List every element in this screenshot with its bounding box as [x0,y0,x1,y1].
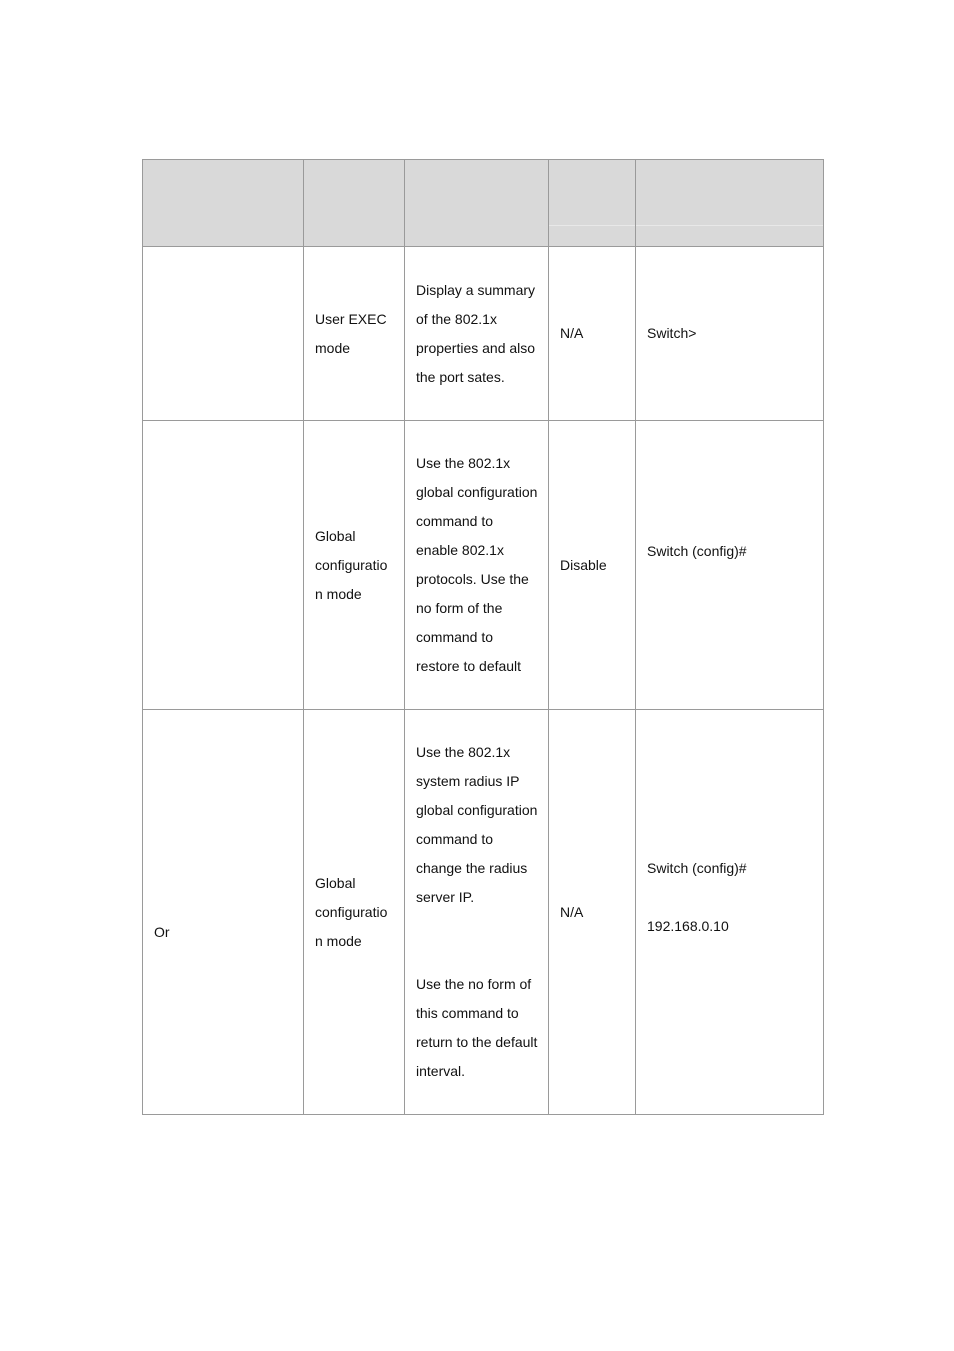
header-default [549,160,636,247]
cell-default: N/A [549,247,636,421]
command-reference-table [142,159,824,1115]
description-paragraph: Use the 802.1x system radius IP global configuration command to change the radius server IP. [416,744,538,905]
header-example-label [636,160,823,225]
cell-description [405,247,549,421]
header-default-label [549,160,635,225]
example-gap [647,883,813,912]
header-example [636,160,824,247]
description-paragraph: Use the 802.1x global configuration command to enable 802.1x protocols. Use the no form of the command to restore to default [416,455,538,674]
header-example-split [636,160,823,246]
header-description [405,160,549,247]
cell-example [636,710,824,1115]
example-line: 192.168.0.10 [647,917,729,934]
table-row [143,421,824,710]
cell-default: N/A [549,710,636,1115]
cell-example [636,247,824,421]
header-row [143,160,824,247]
description-paragraph: Display a summary of the 802.1x properties and also the port sates. [416,281,536,385]
header-mode [304,160,405,247]
cell-mode: Global configuratio n mode [304,710,405,1115]
example-line: Switch> [647,325,697,341]
cell-mode: Global configuratio n mode [304,421,405,710]
paragraph-gap [416,912,538,970]
table-header [143,160,824,247]
cell-command [143,247,304,421]
cell-description [405,710,549,1115]
header-command [143,160,304,247]
header-example-sub [636,225,823,246]
example-line: Switch (config)# [647,859,747,876]
cell-default: Disable [549,421,636,710]
header-default-sub [549,225,635,246]
table-body [143,247,824,1115]
cell-mode: User EXEC mode [304,247,405,421]
cell-command [143,421,304,710]
cell-description [405,421,549,710]
command-text: Or [154,923,170,940]
cell-example [636,421,824,710]
header-default-split [549,160,635,246]
cell-command [143,710,304,1115]
description-paragraph: Use the no form of this command to return to the default interval. [416,976,538,1079]
table-row [143,247,824,421]
table-row [143,710,824,1115]
example-line: Switch (config)# [647,542,747,559]
